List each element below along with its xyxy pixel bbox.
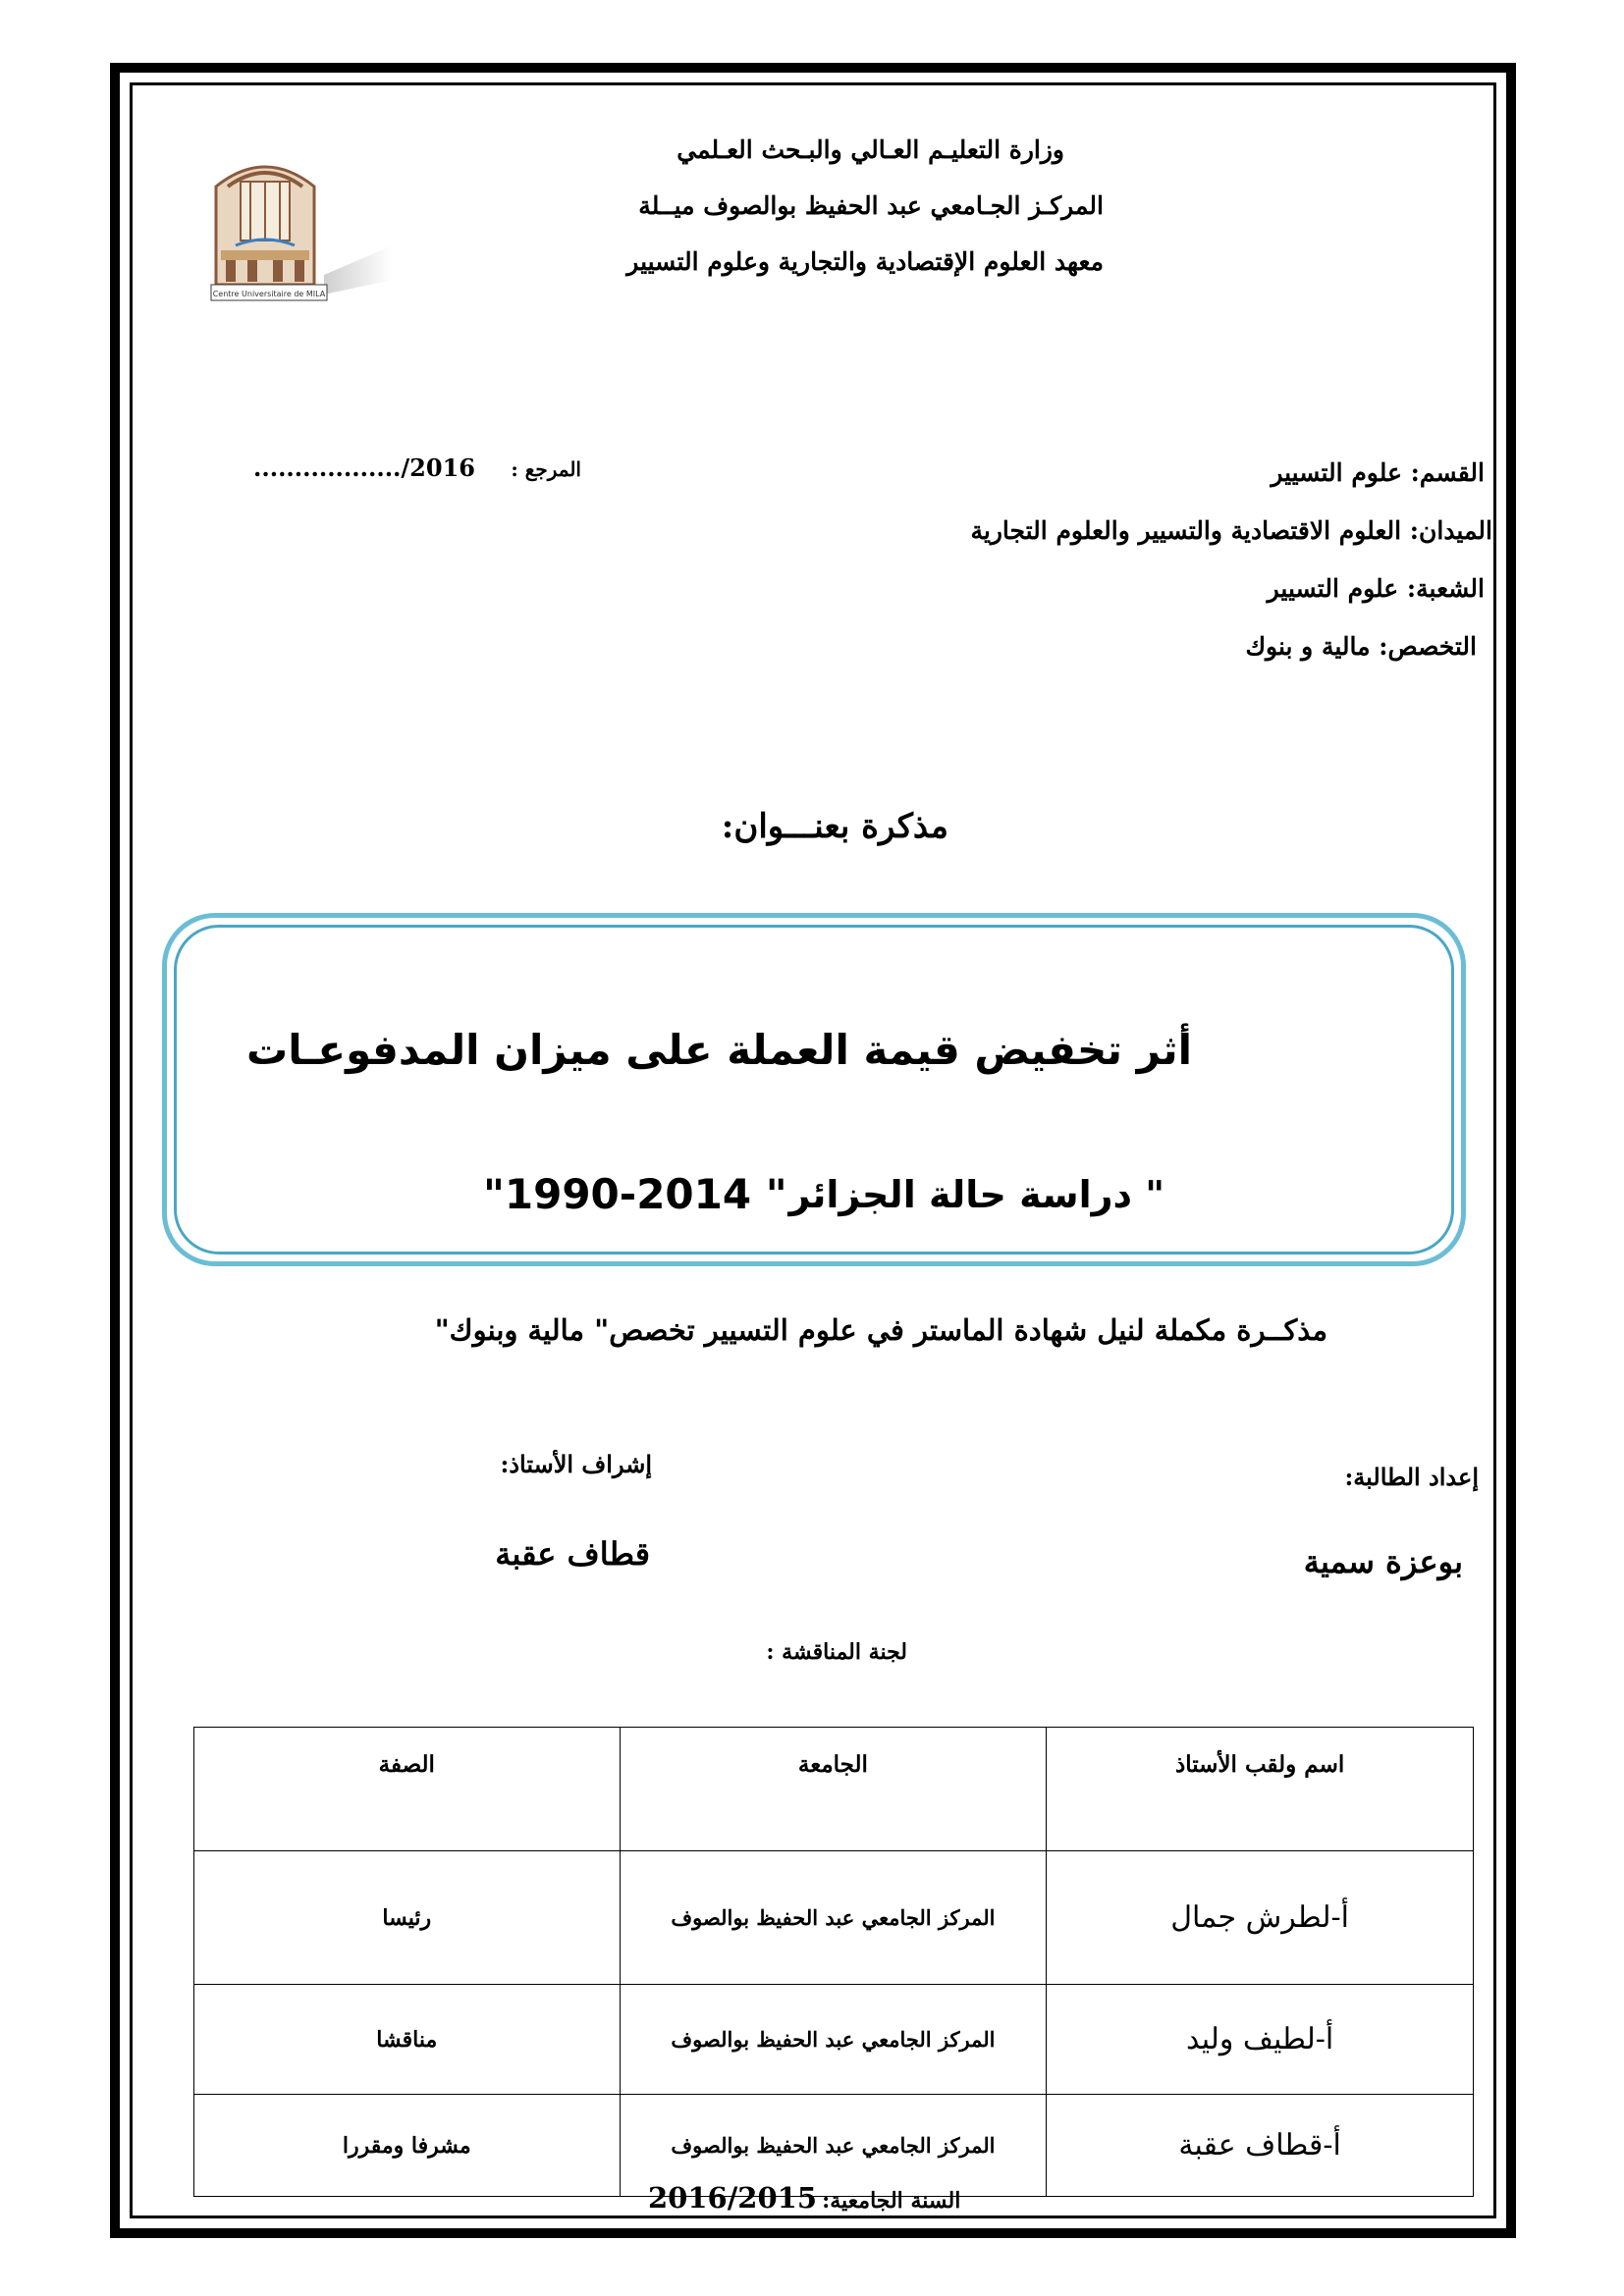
supervisor-name: قطاف عقبة bbox=[495, 1535, 650, 1573]
reference-label: المرجع : bbox=[511, 457, 581, 481]
table-row bbox=[194, 1851, 1474, 1985]
supervisor-label: إشراف الأستاذ: bbox=[500, 1450, 652, 1478]
member-university: المركز الجامعي عبد الحفيظ بوالصوف bbox=[620, 1851, 1047, 1985]
member-role: مشرفا ومقررا bbox=[194, 2095, 621, 2197]
committee-table bbox=[193, 1727, 1474, 2197]
department-line: القسم: علوم التسيير bbox=[1271, 458, 1485, 487]
academic-year bbox=[648, 2181, 960, 2215]
university-line: المركـز الجـامعي عبد الحفيظ بوالصوف ميــلة bbox=[638, 191, 1104, 220]
academic-year-value: 2016/2015 bbox=[648, 2181, 818, 2215]
institute-line: معهد العلوم الإقتصادية والتجارية وعلوم التسيير bbox=[626, 247, 1104, 276]
field-line: الميدان: العلوم الاقتصادية والتسيير والعلوم التجارية bbox=[970, 516, 1492, 545]
member-role: رئيسا bbox=[194, 1851, 621, 1985]
student-label: إعداد الطالبة: bbox=[1344, 1463, 1479, 1491]
degree-note: مذكــرة مكملة لنيل شهادة الماستر في علوم التسيير تخصص" مالية وبنوك" bbox=[434, 1313, 1327, 1347]
thesis-subtitle-text: " دراسة حالة الجزائر bbox=[788, 1173, 1164, 1216]
title-heading: مذكرة بعنـــوان: bbox=[721, 807, 948, 846]
table-row bbox=[194, 1985, 1474, 2095]
member-university: المركز الجامعي عبد الحفيظ بوالصوف bbox=[620, 2095, 1047, 2197]
member-name: أ-لطرش جمال bbox=[1047, 1851, 1474, 1985]
branch-line: الشعبة: علوم التسيير bbox=[1267, 574, 1485, 603]
header-university: الجامعة bbox=[620, 1728, 1047, 1851]
student-name: بوعزة سمية bbox=[1303, 1543, 1463, 1580]
member-name: أ-قطاف عقبة bbox=[1047, 2095, 1474, 2197]
member-role: مناقشا bbox=[194, 1985, 621, 2095]
logo-caption: Centre Universitaire de MILA bbox=[212, 290, 326, 298]
reference-value: ................../2016 bbox=[253, 454, 475, 482]
table-header-row bbox=[194, 1728, 1474, 1851]
member-university: المركز الجامعي عبد الحفيظ بوالصوف bbox=[620, 1985, 1047, 2095]
academic-year-label: السنة الجامعية: bbox=[822, 2188, 961, 2214]
header-role: الصفة bbox=[194, 1728, 621, 1851]
committee-label: لجنة المناقشة : bbox=[766, 1639, 907, 1665]
frame-top-bar bbox=[110, 63, 1516, 73]
specialty-line: التخصص: مالية و بنوك bbox=[1245, 632, 1477, 661]
thesis-subtitle-years: "1990-2014 " bbox=[483, 1170, 787, 1218]
member-name: أ-لطيف وليد bbox=[1047, 1985, 1474, 2095]
university-logo bbox=[196, 147, 393, 314]
thesis-title: أثر تخفيض قيمة العملة على ميزان المدفوعـات bbox=[246, 1026, 1192, 1074]
header-name: اسم ولقب الأستاذ bbox=[1047, 1728, 1474, 1851]
frame-bottom-bar bbox=[110, 2228, 1516, 2238]
ministry-line: وزارة التعليـم العـالي والبـحث العـلمي bbox=[677, 135, 1064, 164]
